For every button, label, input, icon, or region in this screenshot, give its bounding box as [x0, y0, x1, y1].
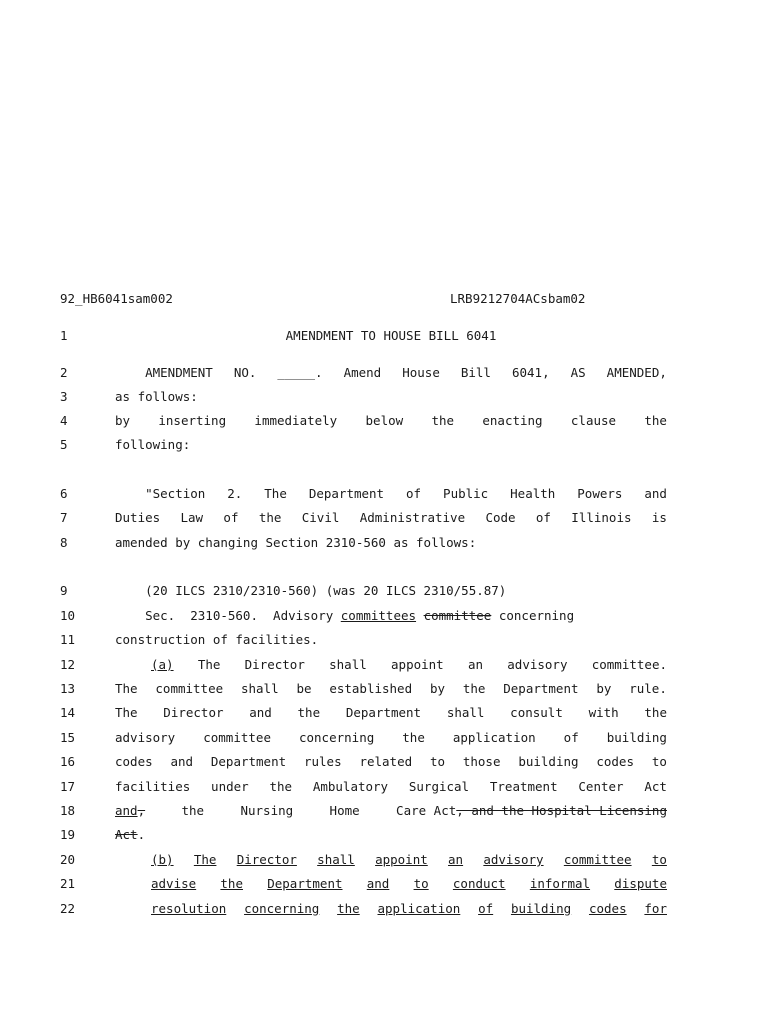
document-line: [0, 705, 770, 723]
document-line: [0, 583, 770, 601]
word: rules: [303, 754, 342, 769]
deleted-text: Act: [115, 827, 138, 842]
word: appoint: [391, 657, 444, 672]
inserted-word: of: [478, 901, 494, 916]
line-number: 1: [60, 328, 68, 343]
word: the: [462, 681, 486, 696]
line-number: 22: [60, 901, 76, 916]
text-segment: [416, 608, 424, 623]
line-text: [115, 413, 667, 428]
inserted-word: (b): [151, 852, 174, 867]
word: clause: [570, 413, 617, 428]
document-line: [0, 754, 770, 772]
word: shall: [446, 705, 485, 720]
inserted-word: to: [413, 876, 429, 891]
line-text: [115, 779, 667, 794]
line-text: [115, 486, 667, 501]
line-number: 12: [60, 657, 76, 672]
document-line: [0, 510, 770, 528]
word: Treatment: [489, 779, 558, 794]
word: Nursing: [240, 803, 294, 818]
deleted-text: ,: [137, 803, 146, 818]
line-number: 9: [60, 583, 68, 598]
line-text: [115, 705, 667, 720]
word: an: [467, 657, 484, 672]
inserted-word: concerning: [244, 901, 320, 916]
word: and: [644, 486, 667, 501]
inserted-word: and: [366, 876, 390, 891]
word: the: [644, 705, 667, 720]
text-segment: .: [137, 827, 146, 842]
inserted-word: for: [644, 901, 667, 916]
word: The: [197, 657, 221, 672]
word: Center: [578, 779, 624, 794]
amendment-title: AMENDMENT TO HOUSE BILL 6041: [285, 328, 497, 343]
word: codes: [596, 754, 634, 769]
line-number: 20: [60, 852, 76, 867]
line-number: 7: [60, 510, 68, 525]
word: facilities: [115, 779, 191, 794]
inserted-word: Department: [267, 876, 343, 891]
line-text: [115, 901, 667, 916]
word: Powers: [577, 486, 623, 501]
inserted-word: building: [510, 901, 572, 916]
word: with: [588, 705, 619, 720]
line-number: 10: [60, 608, 76, 623]
lrb-identifier: LRB9212704ACsbam02: [450, 291, 586, 306]
line-number: 21: [60, 876, 76, 891]
word: be: [296, 681, 312, 696]
document-line: [0, 901, 770, 919]
word: AS: [570, 365, 586, 380]
word: Illinois: [571, 510, 632, 525]
word: advisory: [115, 730, 176, 745]
word: immediately: [254, 413, 338, 428]
document-line: [0, 827, 770, 845]
line-text: [115, 876, 667, 891]
word: Home: [329, 803, 360, 818]
word: Department: [308, 486, 385, 501]
word-group: [396, 803, 667, 818]
word: codes: [115, 754, 153, 769]
word: under: [211, 779, 249, 794]
word: and: [170, 754, 194, 769]
line-number: 6: [60, 486, 68, 501]
word: The: [115, 705, 138, 720]
word: the: [181, 803, 205, 818]
document-line: [0, 632, 770, 650]
word: of: [406, 486, 422, 501]
line-number: 8: [60, 535, 68, 550]
inserted-word: application: [377, 901, 461, 916]
word: Director: [244, 657, 305, 672]
document-line: [0, 876, 770, 894]
word: Code: [485, 510, 516, 525]
line-number: 2: [60, 365, 68, 380]
inserted-word: conduct: [452, 876, 506, 891]
word: Administrative: [359, 510, 466, 525]
word: committee: [155, 681, 224, 696]
document-line: [0, 535, 770, 553]
word: the: [644, 413, 667, 428]
word: Bill: [460, 365, 491, 380]
word: The: [115, 681, 138, 696]
word: Ambulatory: [312, 779, 389, 794]
word: rule.: [629, 681, 667, 696]
inserted-word: the: [220, 876, 243, 891]
word: Law: [180, 510, 204, 525]
line-text: [115, 681, 667, 696]
word: is: [651, 510, 667, 525]
inserted-word: The: [193, 852, 217, 867]
inserted-text: and: [115, 803, 138, 818]
word: committee.: [591, 657, 667, 672]
inserted-word: shall: [317, 852, 355, 867]
line-text: [115, 608, 667, 623]
line-number: 14: [60, 705, 76, 720]
document-line: [0, 486, 770, 504]
word: application: [452, 730, 536, 745]
word: Director: [163, 705, 224, 720]
word: building: [518, 754, 579, 769]
inserted-word: the: [337, 901, 360, 916]
word: shall: [240, 681, 279, 696]
inserted-word: advisory: [483, 852, 544, 867]
line-text: [115, 657, 667, 672]
word: enacting: [482, 413, 543, 428]
line-text: [115, 510, 667, 525]
word: concerning: [298, 730, 375, 745]
word: AMENDMENT: [115, 365, 213, 380]
line-number: 15: [60, 730, 76, 745]
word: by: [115, 413, 131, 428]
document-line: [0, 681, 770, 699]
line-text: (20 ILCS 2310/2310-560) (was 20 ILCS 2310/55.87): [115, 583, 507, 598]
word: NO.: [233, 365, 257, 380]
word: to: [651, 754, 667, 769]
word: related: [359, 754, 413, 769]
line-text: [115, 827, 667, 842]
line-number: 5: [60, 437, 68, 452]
line-number: 18: [60, 803, 76, 818]
document-line: [0, 730, 770, 748]
word-group: [115, 803, 145, 818]
word: Department: [210, 754, 287, 769]
word: and: [249, 705, 272, 720]
word: committee: [203, 730, 271, 745]
line-number: 13: [60, 681, 76, 696]
word: "Section: [115, 486, 206, 501]
inserted-text: (a): [151, 657, 174, 672]
document-line: [0, 608, 770, 626]
word: the: [402, 730, 425, 745]
word: 6041,: [511, 365, 550, 380]
document-line: [0, 779, 770, 797]
deleted-text: committee: [423, 608, 492, 623]
word: House: [402, 365, 440, 380]
word: the: [269, 779, 293, 794]
line-text: [115, 803, 667, 818]
word: the: [431, 413, 455, 428]
line-number: 19: [60, 827, 76, 842]
document-line: [0, 657, 770, 675]
document-line: [0, 389, 770, 407]
document-line: [0, 365, 770, 383]
line-number: 11: [60, 632, 76, 647]
line-text: [115, 365, 667, 380]
line-text: amended by changing Section 2310-560 as follows:: [115, 535, 477, 550]
word: of: [563, 730, 579, 745]
word: Department: [345, 705, 422, 720]
word: shall: [329, 657, 367, 672]
inserted-word: an: [448, 852, 464, 867]
inserted-word: resolution: [151, 901, 227, 916]
document-line: [0, 328, 770, 346]
inserted-word: appoint: [375, 852, 428, 867]
line-number: 4: [60, 413, 68, 428]
inserted-word: to: [651, 852, 667, 867]
line-text: [115, 730, 667, 745]
word: of: [535, 510, 551, 525]
document-line: [0, 852, 770, 870]
word: 2.: [227, 486, 243, 501]
word: Department: [503, 681, 579, 696]
word: building: [606, 730, 667, 745]
word: Public: [443, 486, 489, 501]
word: AMENDED,: [606, 365, 667, 380]
word: those: [462, 754, 501, 769]
word: Duties: [115, 510, 161, 525]
line-text: [115, 852, 667, 867]
word: by: [596, 681, 612, 696]
inserted-word: committee: [563, 852, 632, 867]
inserted-word: advise: [151, 876, 197, 891]
line-text: construction of facilities.: [115, 632, 319, 647]
word: consult: [510, 705, 563, 720]
inserted-text: committees: [340, 608, 417, 623]
word: advisory: [507, 657, 568, 672]
word: Surgical: [408, 779, 470, 794]
inserted-word: Director: [236, 852, 297, 867]
word: Health: [510, 486, 556, 501]
word: the: [297, 705, 321, 720]
bill-identifier: 92_HB6041sam002: [60, 291, 173, 306]
word: inserting: [158, 413, 227, 428]
word: to: [429, 754, 446, 769]
deleted-text: , and the Hospital Licensing: [456, 803, 667, 818]
line-number: 16: [60, 754, 76, 769]
document-line: [0, 413, 770, 431]
line-number: 3: [60, 389, 68, 404]
word: established: [329, 681, 413, 696]
document-line: [0, 803, 770, 821]
line-text: as follows:: [115, 389, 198, 404]
word: _____.: [277, 365, 323, 380]
word: Act: [644, 779, 667, 794]
text-segment: Sec. 2310-560. Advisory: [115, 608, 341, 623]
word: of: [223, 510, 239, 525]
line-text: following:: [115, 437, 191, 452]
word: below: [365, 413, 404, 428]
word: The: [264, 486, 287, 501]
document-line: [0, 437, 770, 455]
text-segment: Care Act: [396, 803, 457, 818]
text-segment: concerning: [491, 608, 575, 623]
word: the: [258, 510, 282, 525]
word: by: [429, 681, 446, 696]
line-text: [115, 754, 667, 769]
line-number: 17: [60, 779, 76, 794]
inserted-word: dispute: [614, 876, 667, 891]
word: Amend: [343, 365, 382, 380]
inserted-word: informal: [529, 876, 591, 891]
word: Civil: [301, 510, 340, 525]
inserted-word: codes: [588, 901, 627, 916]
